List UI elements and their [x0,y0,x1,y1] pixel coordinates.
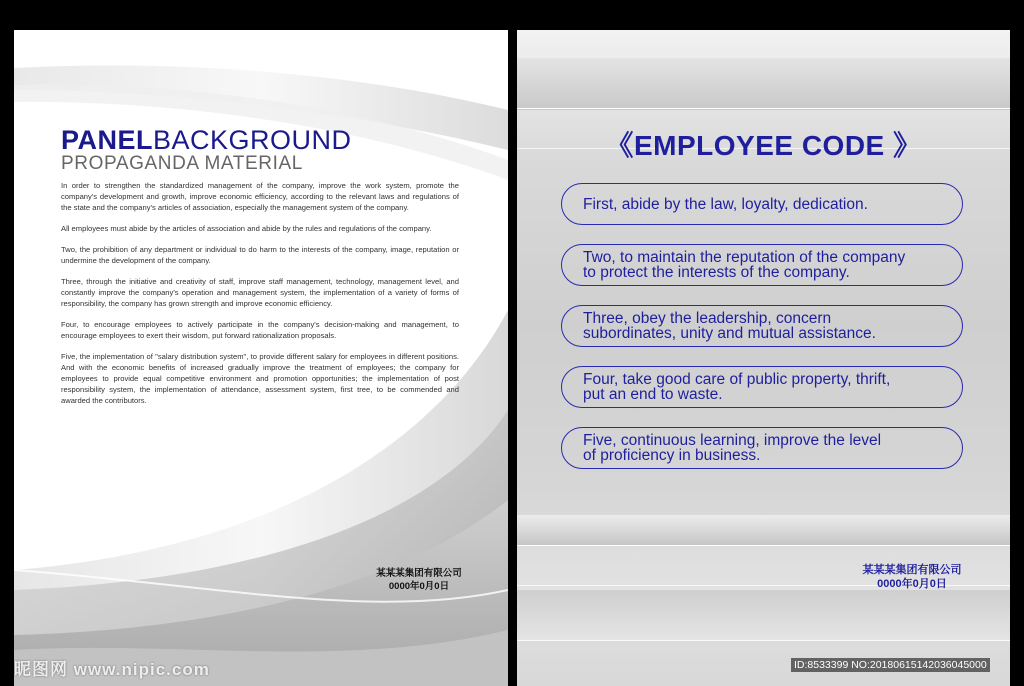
code-item-text [583,197,868,212]
code-item-line: Three, obey the leadership, concern [583,310,832,327]
code-item-line: subordinates, unity and mutual assistance. [583,325,876,342]
body-paragraph: All employees must abide by the articles of association and abide by the rules and regulations of the company. [61,224,432,233]
code-item-line: to protect the interests of the company. [583,264,850,281]
code-item [561,244,963,286]
band-highlight [517,640,1010,641]
metal-band [517,515,1010,545]
watermark-left: 昵图网 www.nipic.com [14,660,210,679]
company-name: 某某某集团有限公司 [862,564,962,576]
code-item-line: Five, continuous learning, improve the level [583,432,882,449]
code-item-text [583,372,890,402]
body-paragraph: Five, the implementation of "salary distribution system", to provide different salary for employees in different positions. And with the economic benefits of increased gradually improve the treatment of employees; the company for employees to provide equal competitive environment and promotion opportunities; the implementation of post responsibility system, the implementation of attendance, assessment system, first tree, to be commended and awarded the contributors. [61,352,459,405]
code-item-text [583,311,876,341]
code-item [561,183,963,225]
code-item-text [583,250,905,280]
panel-body-text [61,180,459,416]
code-item-line: Four, take good care of public property, thrift, [583,371,891,388]
metal-band [517,58,1010,110]
company-name: 某某某集团有限公司 [376,568,462,579]
body-paragraph: Two, the prohibition of any department or individual to do harm to the interests of the company, image, reputation or undermine the development of the company. [61,245,459,265]
band-highlight [517,545,1010,546]
body-paragraph: In order to strengthen the standardized management of the company, improve the work system, promote the company's development and growth, improve economic efficiency, according to the relevant laws and regulations of the state and the company's articles of association, especially the management system of the company. [61,181,459,212]
watermark-id: ID:8533399 NO:20180615142036045000 [791,658,990,672]
left-page-panel [14,30,508,686]
code-item-text [583,433,881,463]
metal-band [517,590,1010,640]
right-footer [847,563,977,591]
employee-code-title: 《EMPLOYEE CODE 》 [605,130,922,161]
band-highlight [517,108,1010,109]
code-item [561,427,963,469]
code-item [561,366,963,408]
date-text: 0000年0月0日 [877,578,947,590]
right-page-panel [517,30,1010,686]
code-item [561,305,963,347]
panel-title-rest: BACKGROUND [153,125,352,155]
code-item-line: Two, to maintain the reputation of the company [583,249,906,266]
panel-title [61,126,352,154]
panel-title-bold: PANEL [61,125,154,155]
code-item-line: of proficiency in business. [583,447,761,464]
left-footer [364,567,474,593]
panel-title-block [61,126,352,174]
code-item-line: First, abide by the law, loyalty, dedication. [583,195,868,213]
date-text: 0000年0月0日 [388,581,450,592]
code-item-line: put an end to waste. [583,386,723,403]
body-paragraph: Three, through the initiative and creativity of staff, improve staff management, technology, management level, and constantly improve the company's operation and management system, the implementation of a variety of forms of responsibility, the company has grown strength and improve economic efficiency. [61,277,459,308]
body-paragraph: Four, to encourage employees to actively participate in the company's decision-making and management, to encourage employees to exert their wisdom, put forward rationalization proposals. [61,320,459,340]
panel-subtitle: PROPAGANDA MATERIAL [61,153,303,174]
